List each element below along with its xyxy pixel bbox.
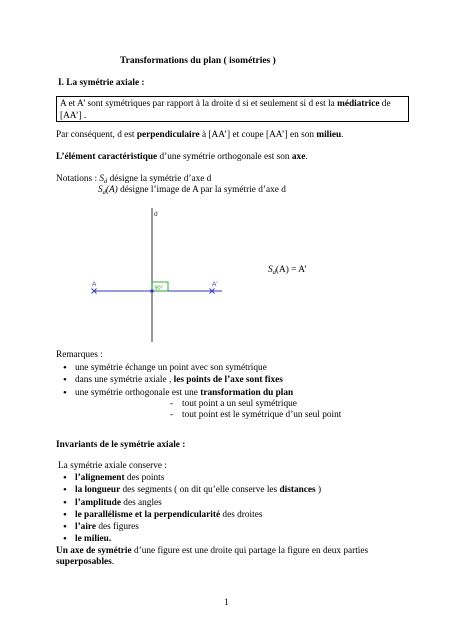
notation2-subscript-d: d <box>102 189 106 196</box>
remark-subitem-text: tout point a un seul symétrique <box>182 399 297 409</box>
invariant-bold: l’aire <box>75 522 96 533</box>
angle-label: 90° <box>154 285 163 292</box>
invariants-list <box>60 472 321 546</box>
notation-line2-text: désigne l’image de A par la symétrie d’axe d <box>117 185 286 195</box>
element-bold: L’élément caractéristique <box>56 152 158 162</box>
notation2-symbol-s: S <box>98 185 103 195</box>
notations-label: Notations : <box>56 174 100 184</box>
remark-bold: les points de l’axe sont fixes <box>173 375 283 386</box>
remark-item <box>60 362 293 374</box>
remark-text: une symétrie orthogonale est une <box>75 387 201 398</box>
point-a-prime-label: A' <box>212 281 218 288</box>
notation-line1-text: désigne la symétrie d’axe d <box>107 174 212 184</box>
axis-label-d: d <box>154 211 158 218</box>
invariant-text: des points <box>124 473 165 483</box>
invariant-bold: le milieu. <box>75 534 112 545</box>
invariant-item <box>60 497 321 509</box>
remarks-heading: Remarques : <box>56 350 103 360</box>
invariant-item <box>60 521 321 533</box>
consequence-text-3: . <box>341 130 344 140</box>
axis-definition-line-2 <box>56 557 114 568</box>
consequence-text-1: Par conséquent, d est <box>56 130 137 140</box>
definition-text-1: A et A’ sont symétriques par rapport à la droite d si et seulement si d est la <box>60 99 338 109</box>
point-a-label: A <box>92 281 97 288</box>
axis-def-bold-superposables: superposables <box>56 557 112 567</box>
remark-text: une symétrie échange un point avec son symétrique <box>75 363 267 373</box>
invariant-bold-distances: distances <box>279 485 316 496</box>
invariant-bold: la longueur <box>75 485 121 496</box>
axis-def-text-end: . <box>111 557 115 567</box>
invariants-heading: Invariants de le symétrie axiale : <box>56 440 186 450</box>
remark-bold: transformation du plan <box>200 387 294 398</box>
page-number: 1 <box>224 598 229 608</box>
notation2-arg: (A) <box>105 185 118 195</box>
remark-subitem: - tout point a un seul symétrique <box>170 399 297 409</box>
formula-subscript: d <box>272 269 276 276</box>
remark-subitem-text: tout point est le symétrique d’un seul point <box>182 410 342 420</box>
consequence-text-2: à [AA’] et coupe [AA’] en son <box>199 130 317 140</box>
formula-s: S <box>268 265 273 275</box>
axis-def-text: d’une figure est une droite qui partage la figure en deux parties <box>131 546 369 556</box>
midpoint-marker <box>151 290 154 293</box>
axis-definition-line-1 <box>56 546 368 557</box>
element-bold-axe: axe <box>291 152 306 162</box>
element-text-1: d’une symétrie orthogonale est son <box>157 152 292 162</box>
remark-subitem: - tout point est le symétrique d’un seul point <box>170 410 342 420</box>
remarks-list <box>60 362 293 399</box>
invariant-item <box>60 533 321 545</box>
invariant-text: des droites <box>220 509 263 520</box>
invariant-bold: l’alignement <box>75 473 125 483</box>
invariants-intro: La symétrie axiale conserve : <box>58 461 167 471</box>
element-text-2: . <box>305 152 308 162</box>
invariant-text: des angles <box>120 497 162 508</box>
remark-item <box>60 387 293 399</box>
consequence-bold-milieu: milieu <box>316 130 342 140</box>
definition-text-2: de [AA’] . <box>60 99 391 121</box>
notation-symbol-s: S <box>99 174 105 184</box>
formula-rest: (A) = A’ <box>275 265 307 275</box>
invariant-bold: l’amplitude <box>75 497 121 508</box>
page-title: Transformations du plan ( isométries ) <box>120 56 276 66</box>
invariant-text: des figures <box>96 522 139 533</box>
symmetry-formula <box>268 265 307 276</box>
invariant-bold: le parallélisme et la perpendicularité <box>75 509 221 520</box>
section-heading-symetrie-axiale: I. La symétrie axiale : <box>58 78 145 88</box>
invariant-item <box>60 484 321 496</box>
remark-item <box>60 374 293 386</box>
remark-text: dans une symétrie axiale , <box>75 375 174 386</box>
axis-def-bold: Un axe de symétrie <box>56 546 132 556</box>
invariant-text: des segments ( on dit qu’elle conserve les <box>120 485 280 496</box>
definition-bold-mediatrice: médiatrice <box>337 99 380 109</box>
notation-subscript-d: d <box>104 178 108 185</box>
invariant-item <box>60 509 321 521</box>
invariant-item <box>60 472 321 484</box>
invariant-text: ) <box>315 485 322 496</box>
consequence-bold-perpendiculaire: perpendiculaire <box>136 130 200 140</box>
